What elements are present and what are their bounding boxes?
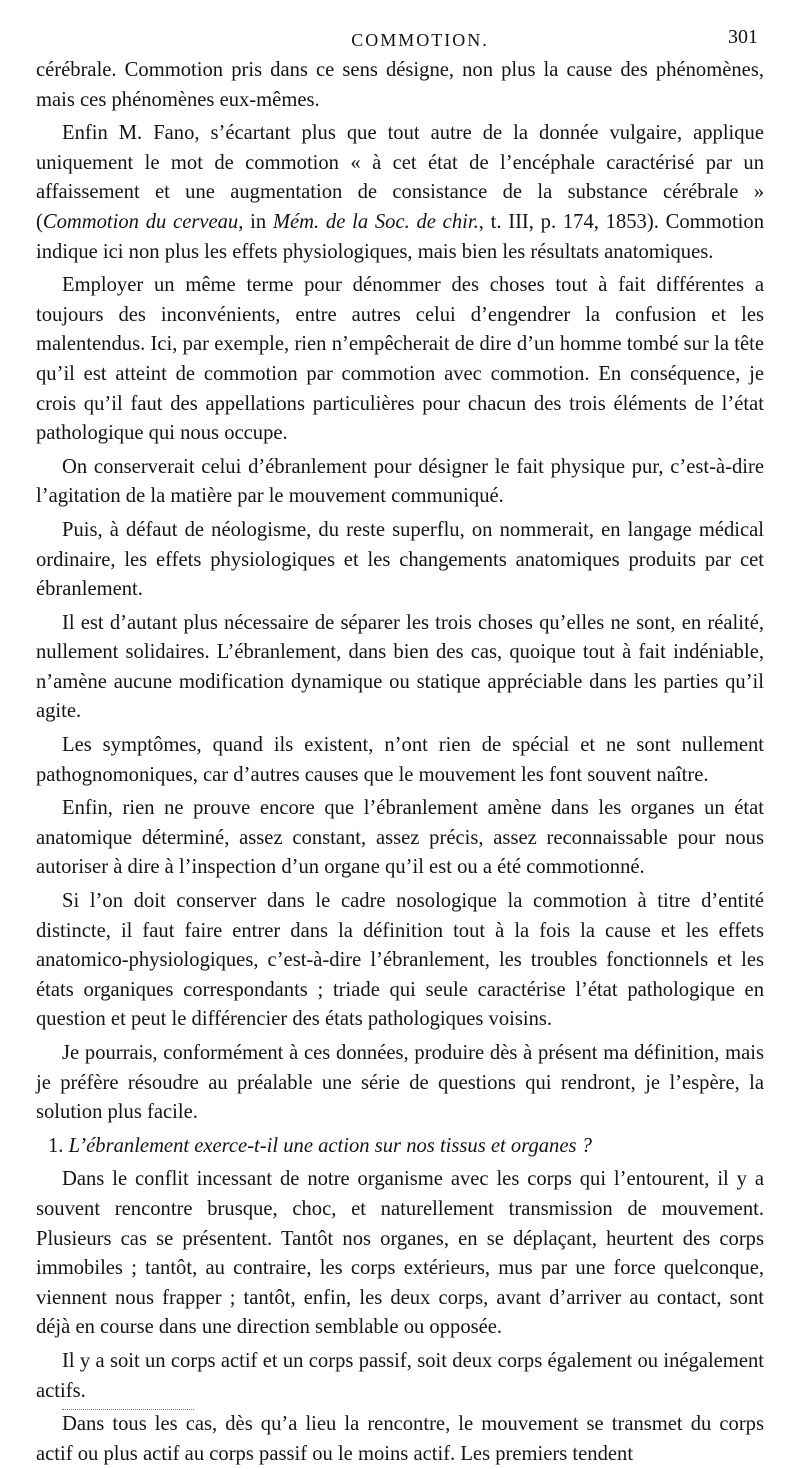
paragraph: Employer un même terme pour dénommer des choses tout à fait différentes a toujours des inconvénients, entre autres celui d’engendrer la confusion et les malentendus. Ici, par exemple, rien n’empêcherait de dire d’un homme tombé sur la tête qu’il est atteint de commotion par commotion avec commotion. En conséquence, je crois qu’il faut des appellations particulières pour chacun des trois éléments de l’état pathologique qui nous occupe. [36, 274, 764, 445]
paragraph: Il y a soit un corps actif et un corps passif, soit deux corps également ou inégalement actifs. [36, 1349, 764, 1402]
paragraph: Enfin, rien ne prouve encore que l’ébranlement amène dans les organes un état anatomique déterminé, assez constant, assez précis, assez reconnaissable pour nous autoriser à dire à l’inspection d’un organe qu’il est ou a été commotionné. [36, 797, 764, 879]
text-run: , in [238, 210, 273, 233]
paragraph: Les symptômes, quand ils existent, n’ont rien de spécial et ne sont nullement pathognomoniques, car d’autres causes que le mouvement les font souvent naître. [36, 734, 764, 786]
paragraph: On conserverait celui d’ébranlement pour désigner le fait physique pur, c’est-à-dire l’agitation de la matière par le mouvement communiqué. [36, 455, 764, 508]
paragraph: Dans tous les cas, dès qu’a lieu la rencontre, le mouvement se transmet du corps actif ou plus actif au corps passif ou le moins actif. Les premiers tendent [36, 1413, 764, 1465]
paragraph: Dans le conflit incessant de notre organisme avec les corps qui l’entourent, il y a souvent rencontre brusque, choc, et naturellement transmission de mouvement. Plusieurs cas se présentent. Tantôt nos organes, en se déplaçant, heurtent des corps immobiles ; tantôt, au contraire, les corps extérieurs, mus par une force quelconque, viennent nous frapper ; tantôt, enfin, les deux corps, avant d’arriver au contact, sont déjà en course dans une direction semblable ou opposée. [36, 1168, 764, 1339]
section-number: 1. [48, 1134, 64, 1157]
paragraph-continued: cérébrale. Commotion pris dans ce sens désigne, non plus la cause des phénomènes, mais ces phénomènes eux-mêmes. [36, 59, 764, 111]
footer-dotted-rule [62, 1409, 194, 1410]
paragraph-fano-definition [36, 119, 764, 267]
section-title: L’ébranlement exerce-t-il une action sur nos tissus et organes ? [68, 1134, 592, 1157]
paragraph: Je pourrais, conformément à ces données, produire dès à présent ma définition, mais je préfère résoudre au préalable une série de questions qui rendront, je l’espère, la solution plus facile. [36, 1042, 764, 1124]
running-head [36, 26, 764, 56]
section-heading [36, 1132, 764, 1162]
citation-title: Commotion du cerveau [42, 210, 239, 233]
text-run: , t. III, p. 174, 1853). Commotion indique ici non plus les effets physiologiques, mais bien les résultats anatomiques. [36, 210, 764, 263]
paragraph: Il est d’autant plus nécessaire de séparer les trois choses qu’elles ne sont, en réalité, nullement solidaires. L’ébranlement, dans bien des cas, quoique tout à fait indéniable, n’amène aucune modification dynamique ou statique appréciable dans les parties qu’il agite. [36, 611, 764, 723]
running-title: COMMOTION. [351, 30, 489, 50]
citation-journal: Mém. de la Soc. de chir. [272, 210, 479, 233]
page-number: 301 [728, 26, 758, 48]
body-text [36, 56, 764, 1469]
paragraph: Puis, à défaut de néologisme, du reste superflu, on nommerait, en langage médical ordinaire, les effets physiologiques et les changements anatomiques produits par cet ébranlement. [36, 518, 764, 601]
text-run: Enfin M. Fano, s’écartant plus que tout autre de la donnée vulgaire, applique uniquement le mot de commotion « à cet état de l’encéphale caractérisé par un affaissement et une augmentation de consistance de la substance cérébrale » ( [36, 122, 764, 233]
paragraph: Si l’on doit conserver dans le cadre nosologique la commotion à titre d’entité distincte, il faut faire entrer dans la définition tout à la fois la cause et les effets anatomico-physiologiques, c’est-à-dire l’ébranlement, les troubles fonctionnels et les états organiques correspondants ; triade qui seule caractérise l’état pathologique en question et peut le différencier des états pathologiques voisins. [36, 890, 764, 1031]
